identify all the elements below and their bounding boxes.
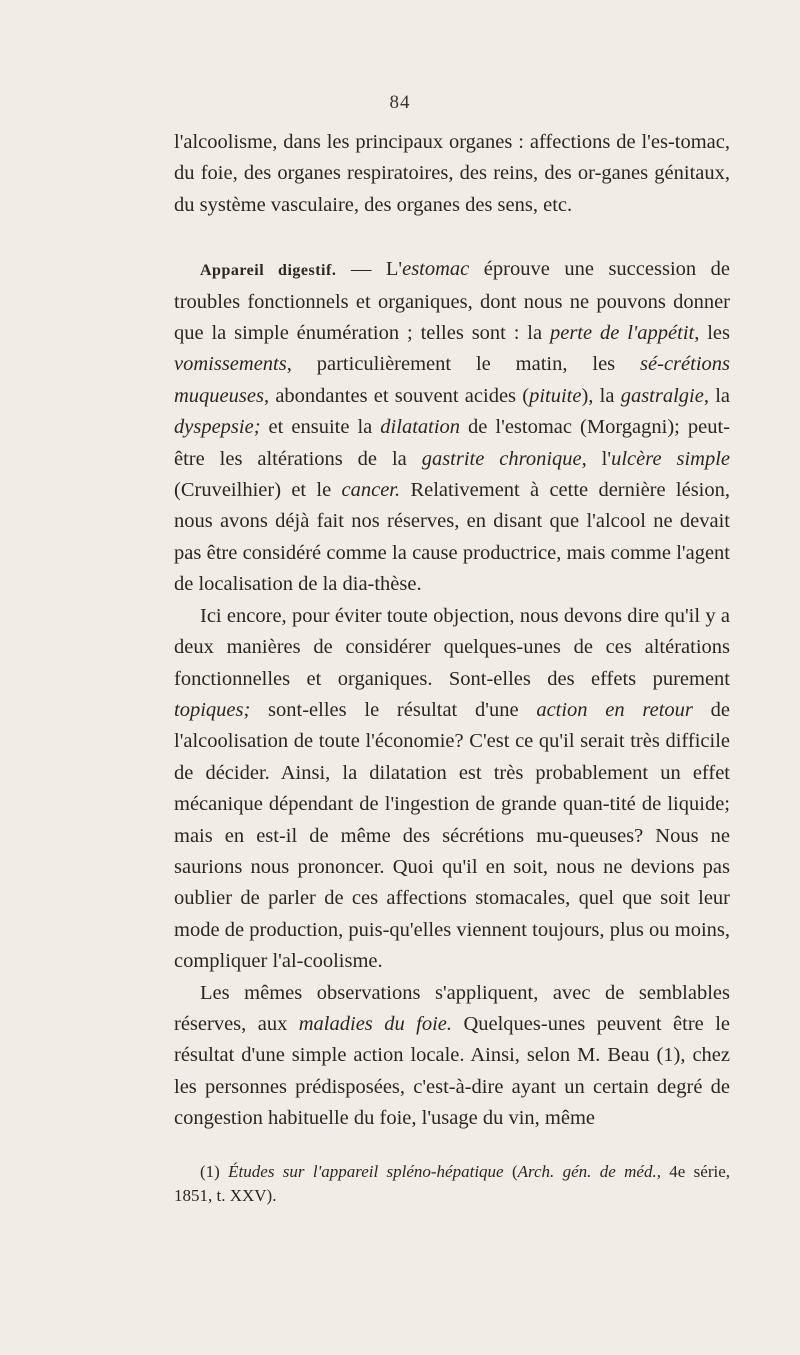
footnote — [174, 1160, 730, 1208]
section-heading: Appareil digestif. — [200, 262, 337, 280]
page-number: 84 — [389, 92, 411, 113]
paragraph-ici-encore: Ici encore, pour éviter toute objection, nous devons dire qu'il y a deux manières de considérer quelques-unes de ces altérations fonctionnelles et organiques. Sont-elles des effets purement topiques; sont-elles le résultat d'une action en retour de l'alcoolisation de toute l'économie? C'est ce qu'il serait très difficile de décider. Ainsi, la dilatation est très probablement un effet mécanique dépendant de l'ingestion de grande quan-tité de liquide; mais en est-il de même des sécrétions mu-queuses? Nous ne saurions nous prononcer. Quoi qu'il en soit, nous ne devions pas oublier de parler de ces affections stomacales, quel que soit leur mode de production, puis-qu'elles viennent toujours, plus ou moins, compliquer l'al-coolisme. — [174, 604, 731, 973]
paragraph-maladies-du-foie: Les mêmes observations s'appliquent, avec de semblables réserves, aux maladies du foie. Quelques-unes peuvent être le résultat d'une simple action locale. Ainsi, selon M. Beau (1), chez les personnes prédisposées, c'est-à-dire ayant un certain degré de congestion habituelle du foie, l'usage du vin, même — [174, 981, 730, 1130]
footnote-text: (1) Études sur l'appareil spléno-hépatique (Arch. gén. de méd., 4e série, 1851, t. XXV). — [174, 1162, 731, 1205]
paragraph-continuation: l'alcoolisme, dans les principaux organes : affections de l'es-tomac, du foie, des organes respiratoires, des reins, des or-ganes génitaux, du système vasculaire, des organes des sens, etc. — [174, 131, 730, 216]
paragraph-appareil-digestif: Appareil digestif. — L'estomac éprouve une succession de troubles fonctionnels et organiques, dont nous ne pouvons donner que la simple énumération ; telles sont : la perte de l'appétit, les vomissements, particulièrement le matin, les sé-crétions muqueuses, abondantes et souvent acides (pituite), la gastralgie, la dyspepsie; et ensuite la dilatation de l'estomac (Morgagni); peut-être les altérations de la gastrite chronique, l'ulcère simple (Cruveilhier) et le cancer. Relativement à cette dernière lésion, nous avons déjà fait nos réserves, en disant que l'alcool ne devait pas être considéré comme la cause productrice, mais comme l'agent de localisation de la dia-thèse. — [174, 258, 731, 596]
body-text — [174, 127, 730, 1135]
